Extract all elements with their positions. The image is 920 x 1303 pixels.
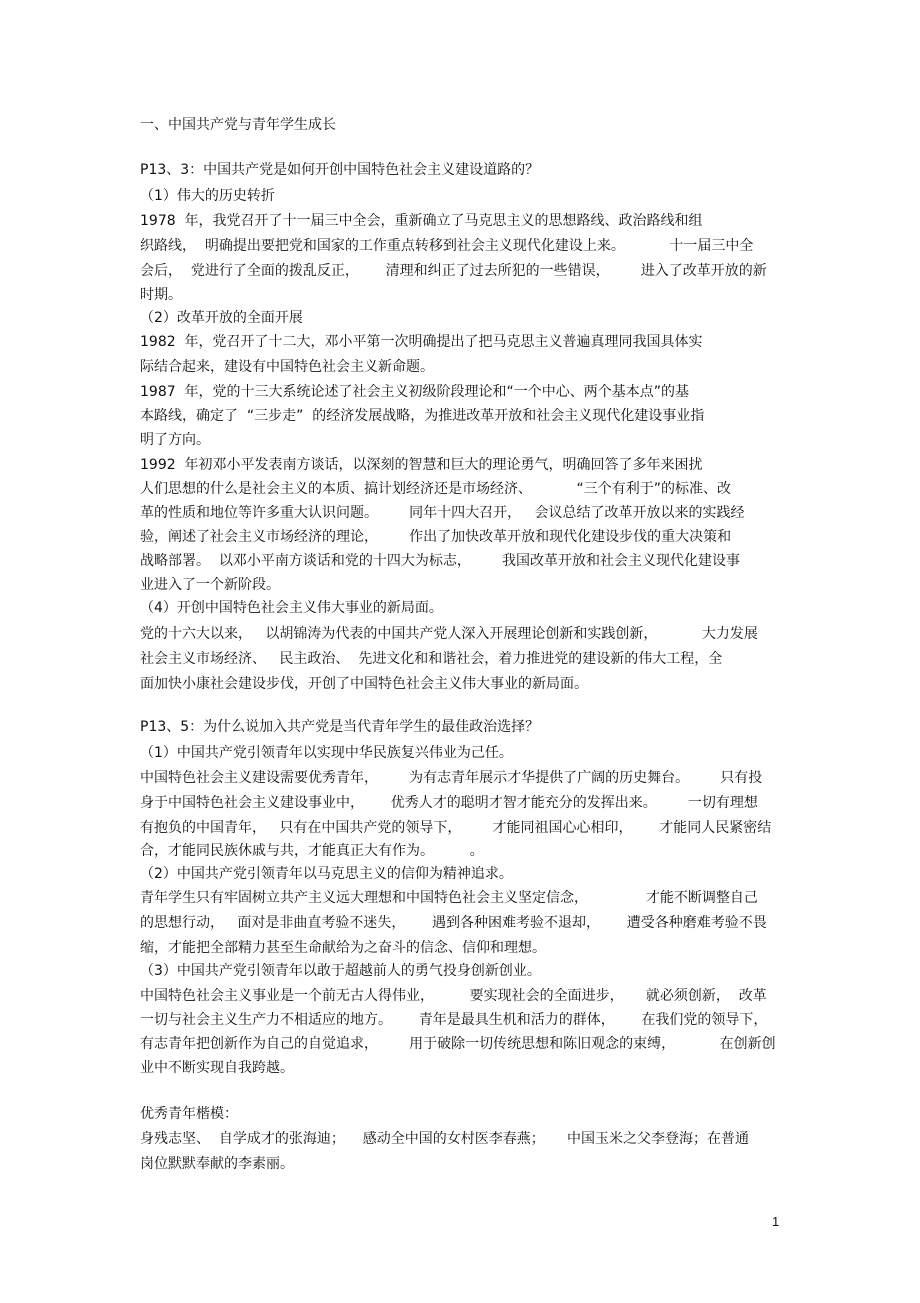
text-line: 织路线， 明确提出要把党和国家的工作重点转移到社会主义现代化建设上来。 十一届三中全 (140, 238, 754, 254)
text-line: 本路线，确定了 “三步走” 的经济发展战略，为推进改革开放和社会主义现代化建设事业指 (140, 408, 705, 424)
text-line: 1992 年初邓小平发表南方谈话，以深刻的智慧和巨大的理论勇气，明确回答了多年来困扰 (140, 457, 703, 473)
subheading: （3）中国共产党引领青年以敢于超越前人的勇气投身创新创业。 (140, 963, 541, 979)
text-line: 面加快小康社会建设步伐，开创了中国特色社会主义伟大事业的新局面。 (140, 676, 588, 692)
subheading: （2）中国共产党引领青年以马克思主义的信仰为精神追求。 (140, 866, 513, 882)
text-line: 岗位默默奉献的李素丽。 (140, 1156, 294, 1172)
text-line: 1987 年，党的十三大系统论述了社会主义初级阶段理论和“一个中心、两个基本点”的基 (140, 384, 690, 400)
text-line: 革的性质和地位等许多重大认识问题。 同年十四大召开， 会议总结了改革开放以来的实践经 (140, 505, 745, 521)
page-number: 1 (772, 1214, 780, 1229)
text-line: 际结合起来，建设有中国特色社会主义新命题。 (140, 359, 434, 375)
text-line: 合，才能同民族休戚与共，才能真正大有作为。 。 (140, 843, 484, 859)
subheading: （2）改革开放的全面开展 (140, 310, 303, 326)
question-heading: P13、3：中国共产党是如何开创中国特色社会主义建设道路的？ (140, 162, 540, 178)
text-line: 有抱负的中国青年， 只有在中国共产党的领导下， 才能同祖国心心相印， 才能同人民紧密结 (140, 820, 772, 836)
text-line: 战略部署。 以邓小平南方谈话和党的十四大为标志， 我国改革开放和社会主义现代化建设事 (140, 553, 741, 569)
question-heading: P13、5：为什么说加入共产党是当代青年学生的最佳政治选择？ (140, 719, 540, 735)
text-line: 中国特色社会主义事业是一个前无古人得伟业， 要实现社会的全面进步， 就必须创新， 改革 (140, 988, 767, 1004)
text-line: 一切与社会主义生产力不相适应的地方。 青年是最具生机和活力的群体， 在我们党的领导下， (140, 1012, 768, 1028)
text-line: 有志青年把创新作为自己的自觉追求， 用于破除一切传统思想和陈旧观念的束缚， 在创新创 (140, 1036, 776, 1052)
text-line: 身残志坚、 自学成才的张海迪； 感动全中国的女村医李春燕； 中国玉米之父李登海；在普通 (140, 1131, 749, 1147)
text-line: 业进入了一个新阶段。 (140, 577, 280, 593)
text-line: 的思想行动， 面对是非曲直考验不迷失， 遇到各种困难考验不退却， 遭受各种磨难考验不畏 (140, 915, 767, 931)
subheading: （4）开创中国特色社会主义伟大事业的新局面。 (140, 600, 443, 616)
text-line: 时期。 (140, 287, 182, 303)
text-line: 1978 年，我党召开了十一届三中全会，重新确立了马克思主义的思想路线、政治路线和组 (140, 213, 703, 229)
text-line: 党的十六大以来， 以胡锦涛为代表的中国共产党人深入开展理论创新和实践创新， 大力发展 (140, 626, 758, 642)
subheading: （1）中国共产党引领青年以实现中华民族复兴伟业为己任。 (140, 745, 513, 761)
text-line: 社会主义市场经济、 民主政治、 先进文化和和谐社会，着力推进党的建设新的伟大工程，全 (140, 651, 723, 667)
text-line: 青年学生只有牢固树立共产主义远大理想和中国特色社会主义坚定信念， 才能不断调整自己 (140, 890, 758, 906)
text-line: 人们思想的什么是社会主义的本质、搞计划经济还是市场经济、 “三个有利于”的标准、改 (140, 481, 732, 497)
text-line: 身于中国特色社会主义建设事业中， 优秀人才的聪明才智才能充分的发挥出来。 一切有理想 (140, 795, 758, 811)
text-line: 缩，才能把全部精力甚至生命献给为之奋斗的信念、信仰和理想。 (140, 940, 546, 956)
text-line: 明了方向。 (140, 432, 210, 448)
text-line: 1982 年，党召开了十二大，邓小平第一次明确提出了把马克思主义普遍真理同我国具体实 (140, 334, 703, 350)
section-heading: 一、中国共产党与青年学生成长 (140, 117, 336, 133)
text-line: 验，阐述了社会主义市场经济的理论， 作出了加快改革开放和现代化建设步伐的重大决策和 (140, 529, 732, 545)
text-line: 业中不断实现自我跨越。 (140, 1060, 294, 1076)
text-line: 中国特色社会主义建设需要优秀青年， 为有志青年展示才华提供了广阔的历史舞台。 只有投 (140, 770, 763, 786)
text-line: 会后， 党进行了全面的拨乱反正， 清理和纠正了过去所犯的一些错误， 进入了改革开放的新 (140, 263, 767, 279)
subheading: 优秀青年楷模： (140, 1106, 238, 1122)
subheading: （1）伟大的历史转折 (140, 188, 275, 204)
